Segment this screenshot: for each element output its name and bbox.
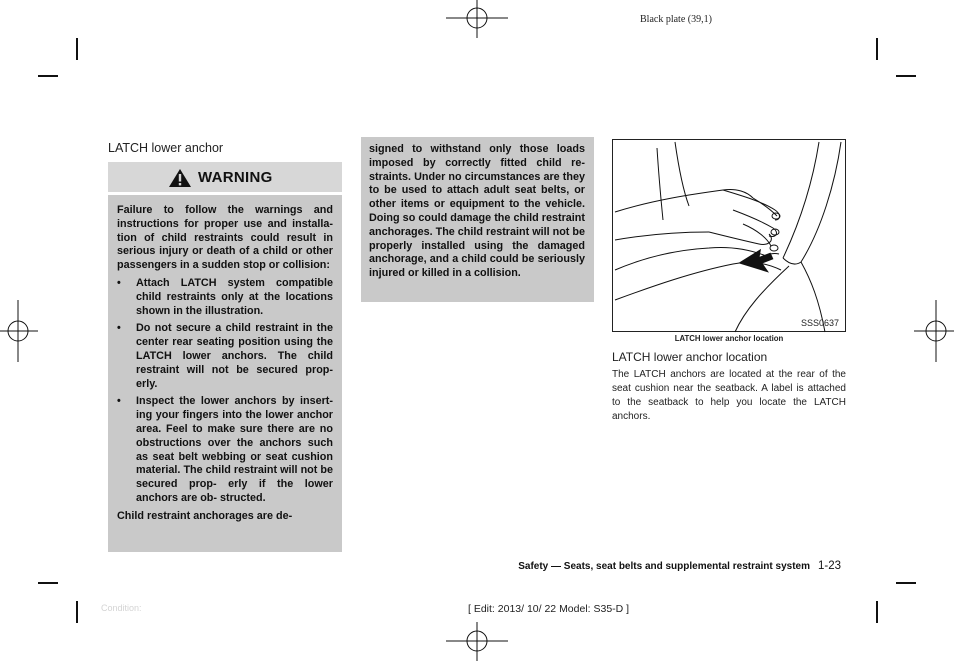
plate-label: Black plate (39,1) (640, 14, 712, 25)
warning-intro: Failure to follow the warnings and instructions for proper use and installa- tion of child restraints could result in serious injury or death of a child or other passengers in a sudden stop or collision: (117, 204, 333, 272)
bullet-icon: • (117, 276, 121, 289)
warning-bullet: • Inspect the lower anchors by insert- ing your fingers into the lower anchor area. Feel to make sure there are no obstructions over the anchors such as seat belt webbing or seat cushion material. The child restraint will not be secured prop- erly if the lower anchors are ob- structed. (117, 395, 333, 504)
location-text: The LATCH anchors are located at the rear of the seat cushion near the seatback. A label is attached to the seatback to help you locate the LATCH anchors. (612, 369, 846, 422)
warning-box (108, 162, 342, 552)
warning-label: WARNING (198, 169, 273, 186)
warning-header (108, 162, 342, 195)
latch-anchor-illustration (612, 139, 846, 332)
warning-triangle-icon (168, 168, 192, 188)
crop-mark (896, 582, 916, 584)
condition-label: Condition: (101, 603, 142, 613)
crop-mark (38, 582, 58, 584)
registration-mark-icon (446, 622, 508, 661)
warning-continuation-end: signed to withstand only those loads imposed by correctly fitted child re- straints. Under no circumstances are they to be used to attach adult seat belts, or other items or equipment to the vehicle. Doing so could damage the child restraint anchorages. The child restraint will not be properly installed using the damaged anchorage, and a child could be seriously injured or killed in a collision. (369, 143, 585, 280)
edit-info: [ Edit: 2013/ 10/ 22 Model: S35-D ] (468, 603, 630, 615)
hand-anchor-drawing (613, 140, 847, 333)
crop-mark (76, 38, 78, 60)
registration-mark-icon (0, 300, 38, 362)
crop-mark (76, 601, 78, 623)
bullet-icon: • (117, 395, 121, 408)
footer-section-title: Safety — Seats, seat belts and supplemental restraint system (518, 561, 810, 572)
location-heading: LATCH lower anchor location (612, 350, 768, 364)
crop-mark (38, 75, 58, 77)
crop-mark (876, 38, 878, 60)
page-number: 1-23 (818, 560, 842, 572)
warning-continuation-box (361, 137, 594, 302)
registration-mark-icon (446, 0, 508, 38)
warning-bullet: • Attach LATCH system compatible child restraints only at the locations shown in the illustration. (117, 276, 333, 317)
section-title: LATCH lower anchor (108, 141, 224, 155)
warning-continuation-start: Child restraint anchorages are de- (117, 509, 293, 522)
figure-code: SSS0637 (800, 318, 839, 328)
warning-bullet-list (117, 277, 333, 506)
registration-mark-icon (914, 300, 954, 362)
figure-caption: LATCH lower anchor location (674, 334, 784, 343)
warning-bullet: • Do not secure a child restraint in the center rear seating position using the LATCH lower anchors. The child restraint will not be secured prop- erly. (117, 322, 333, 390)
warning-body (117, 204, 333, 524)
bullet-icon: • (117, 322, 121, 335)
crop-mark (896, 75, 916, 77)
crop-mark (876, 601, 878, 623)
